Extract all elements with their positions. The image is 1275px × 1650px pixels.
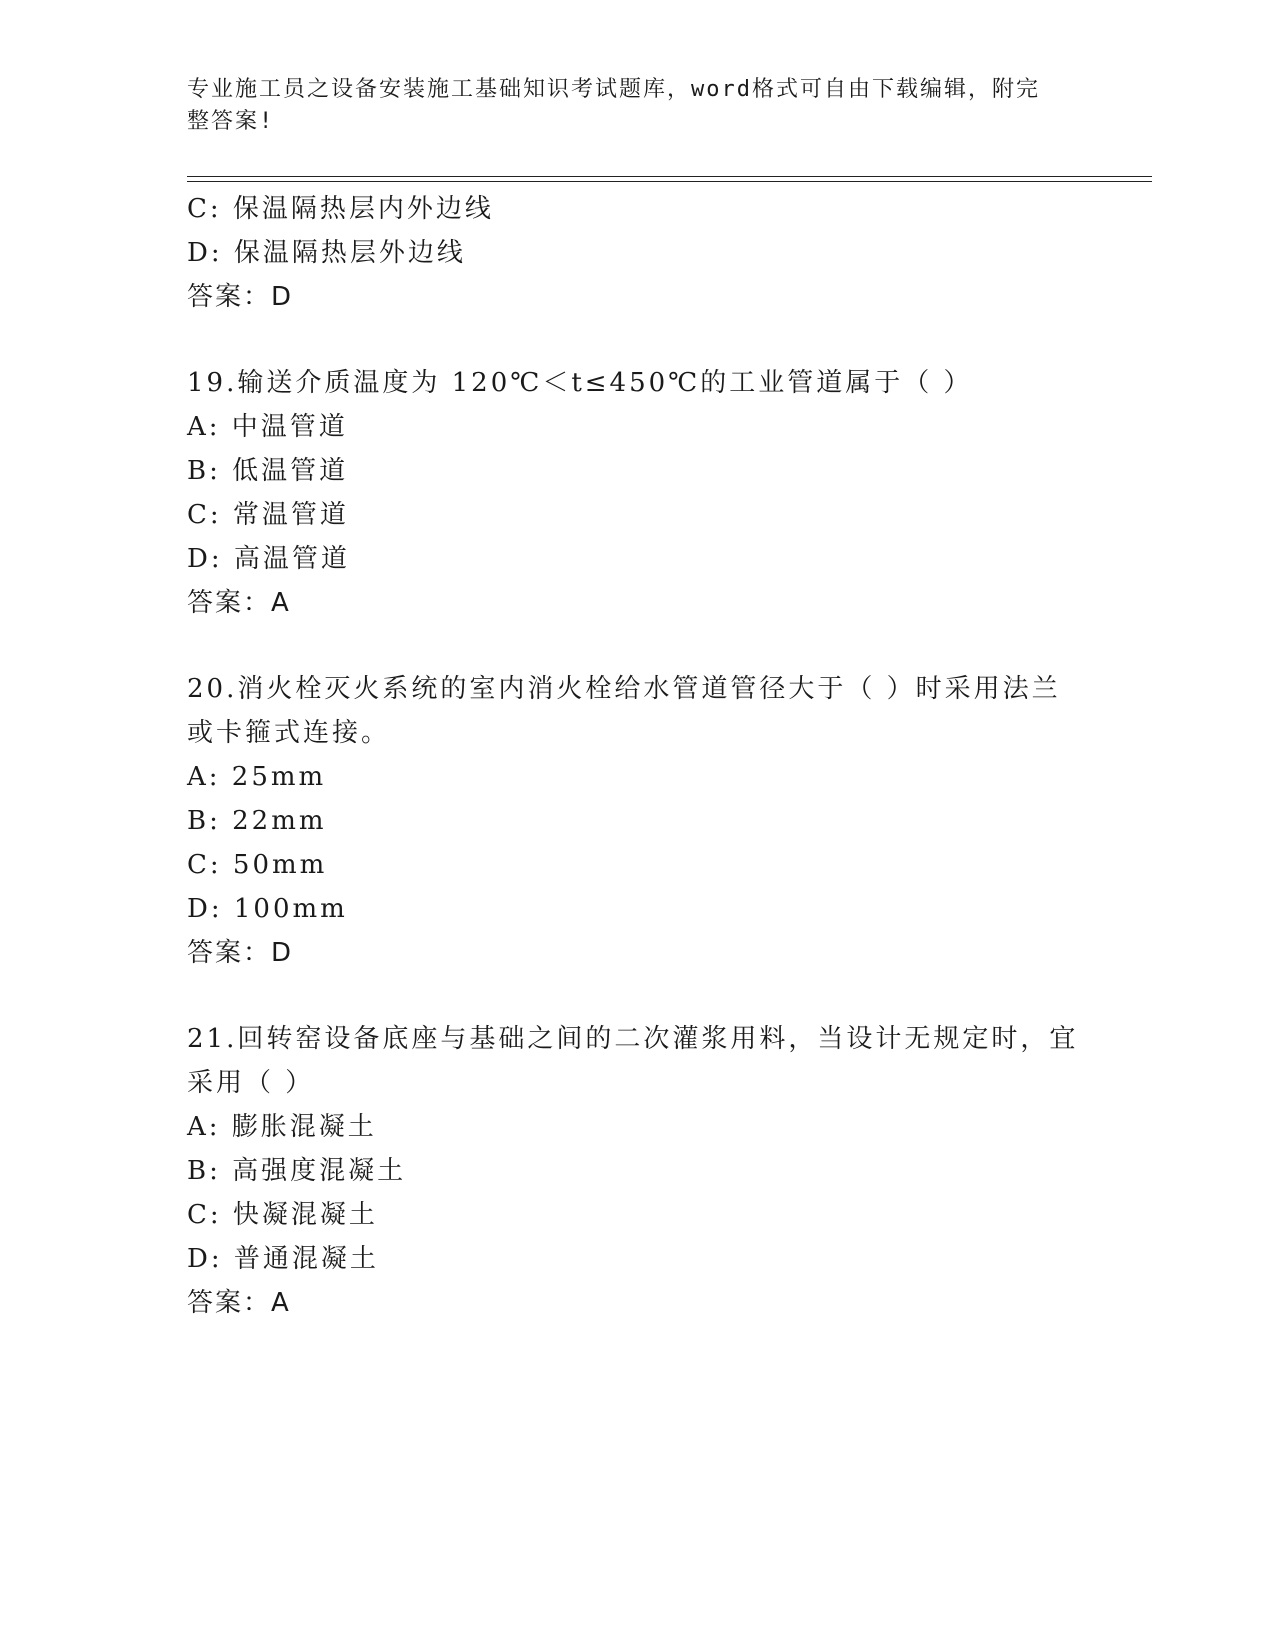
q20-option-c: C: 50mm <box>187 850 328 880</box>
carryover-option-d: D: 保温隔热层外边线 <box>187 238 466 268</box>
q19-option-b: B: 低温管道 <box>187 456 349 486</box>
q20-answer: 答案：D <box>187 938 294 968</box>
header-divider-top <box>187 176 1152 177</box>
q21-option-c: C: 快凝混凝土 <box>187 1200 378 1230</box>
q20-option-d: D: 100mm <box>187 894 348 924</box>
header-line-2: 整答案! <box>187 109 275 134</box>
q20-stem-line-1: 20.消火栓灭火系统的室内消火栓给水管道管径大于（ ）时采用法兰 <box>187 674 1061 704</box>
header-line-1: 专业施工员之设备安装施工基础知识考试题库，word格式可自由下载编辑，附完 <box>187 77 1040 102</box>
q20-stem-line-2: 或卡箍式连接。 <box>187 718 391 748</box>
q21-option-a: A: 膨胀混凝土 <box>187 1112 377 1142</box>
carryover-option-c: C: 保温隔热层内外边线 <box>187 194 494 224</box>
q19-option-a: A: 中温管道 <box>187 412 348 442</box>
q21-option-d: D: 普通混凝土 <box>187 1244 379 1274</box>
q19-stem: 19.输送介质温度为 120℃＜t≤450℃的工业管道属于（ ） <box>187 368 973 398</box>
q21-stem-line-2: 采用（ ） <box>187 1068 315 1098</box>
q19-answer: 答案：A <box>187 588 291 618</box>
carryover-answer: 答案：D <box>187 282 294 312</box>
header-divider-bottom <box>187 181 1152 182</box>
q20-option-a: A: 25mm <box>187 762 327 792</box>
q19-option-c: C: 常温管道 <box>187 500 349 530</box>
q19-option-d: D: 高温管道 <box>187 544 350 574</box>
q21-stem-line-1: 21.回转窑设备底座与基础之间的二次灌浆用料，当设计无规定时，宜 <box>187 1024 1079 1054</box>
q21-option-b: B: 高强度混凝土 <box>187 1156 407 1186</box>
q21-answer: 答案：A <box>187 1288 291 1318</box>
document-header <box>187 74 1067 138</box>
q20-option-b: B: 22mm <box>187 806 327 836</box>
